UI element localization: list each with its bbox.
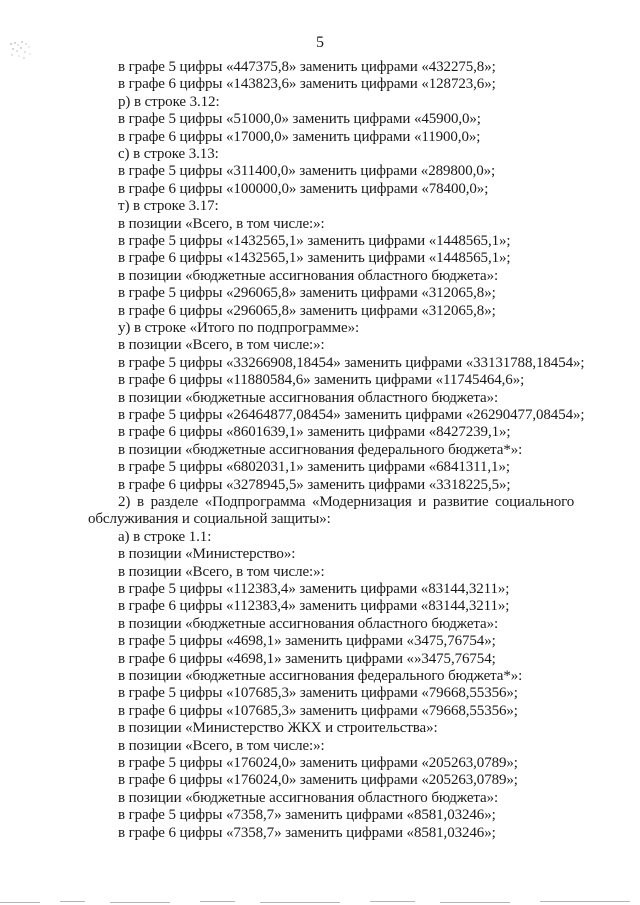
scan-bottom-edge <box>0 899 640 905</box>
text-line: у) в строке «Итого по подпрограмме»: <box>118 320 360 336</box>
text-line: в позиции «бюджетные ассигнования областного бюджета»: <box>118 789 499 806</box>
text-line: в графе 6 цифры «100000,0» заменить цифрами «78400,0»; <box>118 180 489 197</box>
text-line: в графе 6 цифры «17000,0» заменить цифрами «11900,0»; <box>118 128 481 145</box>
text-line: в позиции «Всего, в том числе:»: <box>118 563 325 580</box>
text-line: в графе 5 цифры «112383,4» заменить цифрами «83144,3211»; <box>118 581 510 597</box>
text-line: в графе 5 цифры «176024,0» заменить цифрами «205263,0789»; <box>118 755 518 771</box>
text-line: в графе 5 цифры «6802031,1» заменить цифрами «6841311,1»; <box>118 459 510 476</box>
text-line: в позиции «бюджетные ассигнования областного бюджета»: <box>118 615 499 632</box>
text-line: а) в строке 1.1: <box>118 528 212 545</box>
text-line: в графе 6 цифры «8601639,1» заменить цифрами «8427239,1»; <box>118 424 511 441</box>
text-line: в графе 5 цифры «107685,3» заменить цифрами «79668,55356»; <box>118 685 518 702</box>
text-line: в графе 6 цифры «7358,7» заменить цифрами «8581,03246»; <box>118 824 496 841</box>
text-line: в позиции «Всего, в том числе:»: <box>118 737 325 754</box>
page-number: 5 <box>316 34 324 51</box>
scan-artifact <box>8 40 38 62</box>
text-line: с) в строке 3.13: <box>118 146 219 162</box>
text-line: в графе 5 цифры «296065,8» заменить цифрами «312065,8»; <box>118 285 496 302</box>
text-line: в графе 5 цифры «447375,8» заменить цифрами «432275,8»; <box>118 59 496 75</box>
text-line: р) в строке 3.12: <box>118 93 220 110</box>
section-heading-line: 2) в разделе «Подпрограмма «Модернизация и развитие социального <box>118 494 575 510</box>
text-line: в графе 5 цифры «26464877,08454» заменить цифрами «26290477,08454»; <box>118 407 585 423</box>
text-line: в графе 6 цифры «176024,0» заменить цифрами «205263,0789»; <box>118 772 518 789</box>
text-line: в позиции «бюджетные ассигнования областного бюджета»: <box>118 267 499 284</box>
text-line: т) в строке 3.17: <box>118 198 219 215</box>
text-line: в графе 5 цифры «7358,7» заменить цифрами «8581,03246»; <box>118 807 496 824</box>
text-line: в позиции «Министерство ЖКХ и строительства»: <box>118 720 438 737</box>
text-line: в графе 6 цифры «1432565,1» заменить цифрами «1448565,1»; <box>118 250 511 267</box>
section-heading-continuation: обслуживания и социальной защиты»: <box>88 511 331 528</box>
text-line: в графе 5 цифры «311400,0» заменить цифрами «289800,0»; <box>118 163 496 180</box>
text-line: в позиции «Всего, в том числе:»: <box>118 215 325 232</box>
text-line: в графе 5 цифры «1432565,1» заменить цифрами «1448565,1»; <box>118 233 511 249</box>
text-line: в позиции «бюджетные ассигнования федерального бюджета*»: <box>118 441 523 458</box>
text-line: в позиции «Всего, в том числе:»: <box>118 337 325 354</box>
text-line: в графе 6 цифры «3278945,5» заменить цифрами «3318225,5»; <box>118 476 511 493</box>
text-line: в графе 6 цифры «296065,8» заменить цифрами «312065,8»; <box>118 302 496 319</box>
text-line: в графе 6 цифры «4698,1» заменить цифрами «»3475,76754; <box>118 650 496 667</box>
text-line: в позиции «бюджетные ассигнования федерального бюджета*»: <box>118 668 523 684</box>
text-line: в позиции «бюджетные ассигнования областного бюджета»: <box>118 389 499 406</box>
text-line: в графе 5 цифры «4698,1» заменить цифрами «3475,76754»; <box>118 633 496 650</box>
text-line: в графе 6 цифры «112383,4» заменить цифрами «83144,3211»; <box>118 598 510 615</box>
text-line: в позиции «Министерство»: <box>118 546 296 563</box>
text-line: в графе 6 цифры «11880584,6» заменить цифрами «11745464,6»; <box>118 372 525 389</box>
text-line: в графе 5 цифры «33266908,18454» заменить цифрами «33131788,18454»; <box>118 354 585 371</box>
text-line: в графе 6 цифры «143823,6» заменить цифрами «128723,6»; <box>118 76 496 93</box>
text-line: в графе 6 цифры «107685,3» заменить цифрами «79668,55356»; <box>118 702 518 719</box>
text-line: в графе 5 цифры «51000,0» заменить цифрами «45900,0»; <box>118 111 481 128</box>
